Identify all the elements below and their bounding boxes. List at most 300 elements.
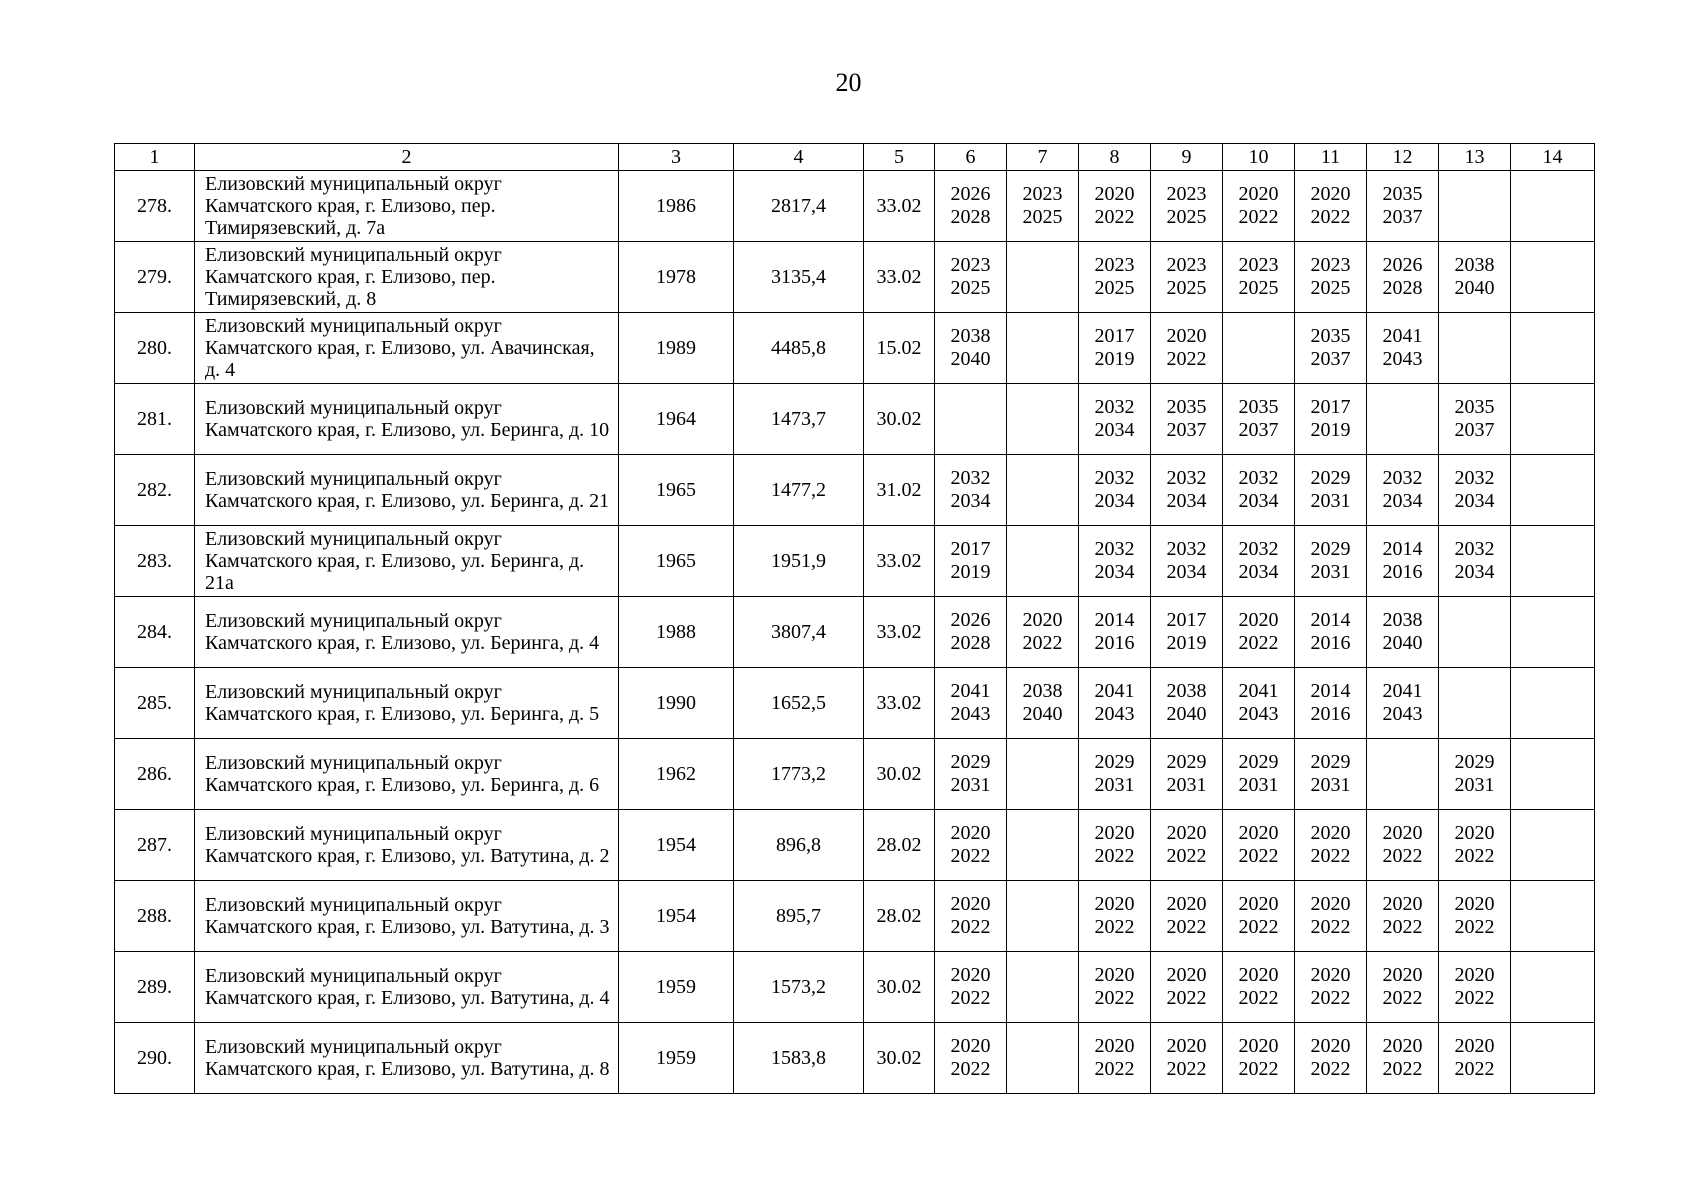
period-cell-col-10 [1223, 952, 1295, 1023]
address-cell: Елизовский муниципальный округ Камчатского края, г. Елизово, ул. Беринга, д. 6 [195, 739, 619, 810]
column-header-2: 2 [195, 144, 619, 171]
period-cell-col-6 [935, 739, 1007, 810]
period-start-year: 2020 [1310, 822, 1351, 844]
period-start-year: 2023 [1310, 254, 1351, 276]
period-end-year: 2019 [950, 561, 991, 583]
period-cell-col-6 [935, 242, 1007, 313]
period-cell-col-12 [1367, 952, 1439, 1023]
address-cell: Елизовский муниципальный округ Камчатского края, г. Елизово, ул. Ватутина, д. 8 [195, 1023, 619, 1094]
period-start-year: 2020 [1166, 1035, 1207, 1057]
code-cell: 31.02 [864, 455, 935, 526]
period-end-year: 2034 [1238, 561, 1279, 583]
period-start-year: 2029 [1094, 751, 1135, 773]
period-start-year: 2020 [1382, 893, 1423, 915]
period-end-year: 2022 [1310, 1058, 1351, 1080]
period-cell-col-9 [1151, 668, 1223, 739]
period-cell-col-10 [1223, 171, 1295, 242]
code-cell: 30.02 [864, 1023, 935, 1094]
period-cell-col-8 [1079, 881, 1151, 952]
code-cell: 15.02 [864, 313, 935, 384]
period-start-year: 2020 [1094, 964, 1135, 986]
row-number-cell: 279. [115, 242, 195, 313]
area-cell: 895,7 [734, 881, 864, 952]
period-end-year: 2037 [1382, 206, 1423, 228]
period-cell-col-13 [1439, 526, 1511, 597]
period-start-year: 2020 [1454, 893, 1495, 915]
period-end-year: 2037 [1454, 419, 1495, 441]
period-cell-col-14 [1511, 1023, 1595, 1094]
period-end-year: 2034 [950, 490, 991, 512]
column-number-row [115, 144, 1595, 171]
period-start-year: 2035 [1166, 396, 1207, 418]
period-cell-col-10 [1223, 455, 1295, 526]
period-end-year: 2022 [1166, 987, 1207, 1009]
period-cell-col-11 [1295, 810, 1367, 881]
period-end-year: 2022 [1310, 206, 1351, 228]
period-end-year: 2028 [950, 206, 991, 228]
period-end-year: 2022 [1454, 1058, 1495, 1080]
period-cell-col-7 [1007, 384, 1079, 455]
column-header-5: 5 [864, 144, 935, 171]
period-end-year: 2040 [950, 348, 991, 370]
period-end-year: 2016 [1094, 632, 1135, 654]
period-end-year: 2031 [1454, 774, 1495, 796]
build-year-cell: 1959 [619, 1023, 734, 1094]
period-cell-col-7 [1007, 810, 1079, 881]
address-cell: Елизовский муниципальный округ Камчатского края, г. Елизово, ул. Ватутина, д. 2 [195, 810, 619, 881]
period-end-year: 2025 [1022, 206, 1063, 228]
period-start-year: 2014 [1310, 680, 1351, 702]
period-cell-col-10 [1223, 1023, 1295, 1094]
code-cell: 30.02 [864, 384, 935, 455]
period-start-year: 2032 [1094, 467, 1135, 489]
build-year-cell: 1954 [619, 881, 734, 952]
period-end-year: 2028 [1382, 277, 1423, 299]
period-cell-col-9 [1151, 242, 1223, 313]
period-start-year: 2029 [1310, 751, 1351, 773]
code-cell: 30.02 [864, 739, 935, 810]
address-cell: Елизовский муниципальный округ Камчатского края, г. Елизово, ул. Беринга, д. 10 [195, 384, 619, 455]
period-start-year: 2020 [1310, 893, 1351, 915]
build-year-cell: 1959 [619, 952, 734, 1023]
page-number: 20 [835, 68, 862, 97]
period-cell-col-10 [1223, 881, 1295, 952]
table-row [115, 526, 1595, 597]
column-header-11: 11 [1295, 144, 1367, 171]
period-end-year: 2037 [1166, 419, 1207, 441]
column-header-3: 3 [619, 144, 734, 171]
period-cell-col-12 [1367, 455, 1439, 526]
period-end-year: 2043 [1382, 703, 1423, 725]
period-cell-col-11 [1295, 313, 1367, 384]
period-end-year: 2022 [1238, 206, 1279, 228]
period-cell-col-7 [1007, 313, 1079, 384]
column-header-7: 7 [1007, 144, 1079, 171]
address-cell: Елизовский муниципальный округ Камчатского края, г. Елизово, ул. Авачинская, д. 4 [195, 313, 619, 384]
period-cell-col-7 [1007, 171, 1079, 242]
row-number-cell: 287. [115, 810, 195, 881]
period-start-year: 2032 [1166, 538, 1207, 560]
build-year-cell: 1954 [619, 810, 734, 881]
row-number-cell: 281. [115, 384, 195, 455]
period-start-year: 2026 [1382, 254, 1423, 276]
period-end-year: 2040 [1454, 277, 1495, 299]
period-start-year: 2023 [1022, 183, 1063, 205]
period-end-year: 2022 [1238, 1058, 1279, 1080]
period-cell-col-8 [1079, 455, 1151, 526]
period-cell-col-12 [1367, 384, 1439, 455]
period-start-year: 2032 [1094, 538, 1135, 560]
row-number-cell: 289. [115, 952, 195, 1023]
period-cell-col-14 [1511, 455, 1595, 526]
build-year-cell: 1978 [619, 242, 734, 313]
period-cell-col-13 [1439, 739, 1511, 810]
period-end-year: 2022 [1310, 987, 1351, 1009]
period-cell-col-13 [1439, 881, 1511, 952]
period-start-year: 2041 [1382, 325, 1423, 347]
period-start-year: 2014 [1382, 538, 1423, 560]
table-row [115, 313, 1595, 384]
column-header-14: 14 [1511, 144, 1595, 171]
period-cell-col-12 [1367, 313, 1439, 384]
build-year-cell: 1964 [619, 384, 734, 455]
area-cell: 1477,2 [734, 455, 864, 526]
period-start-year: 2020 [950, 1035, 991, 1057]
period-end-year: 2034 [1454, 490, 1495, 512]
period-start-year: 2032 [1166, 467, 1207, 489]
period-start-year: 2020 [950, 893, 991, 915]
period-end-year: 2031 [1310, 561, 1351, 583]
period-end-year: 2022 [1166, 916, 1207, 938]
period-start-year: 2020 [1238, 893, 1279, 915]
period-cell-col-10 [1223, 739, 1295, 810]
code-cell: 28.02 [864, 881, 935, 952]
build-year-cell: 1989 [619, 313, 734, 384]
period-cell-col-7 [1007, 739, 1079, 810]
period-cell-col-9 [1151, 526, 1223, 597]
period-cell-col-12 [1367, 526, 1439, 597]
period-start-year: 2041 [1238, 680, 1279, 702]
table-row [115, 881, 1595, 952]
period-start-year: 2020 [1238, 183, 1279, 205]
period-end-year: 2043 [1094, 703, 1135, 725]
period-start-year: 2026 [950, 183, 991, 205]
period-start-year: 2020 [1310, 183, 1351, 205]
period-start-year: 2020 [1166, 964, 1207, 986]
period-end-year: 2031 [1166, 774, 1207, 796]
period-cell-col-9 [1151, 952, 1223, 1023]
period-start-year: 2029 [1166, 751, 1207, 773]
period-cell-col-7 [1007, 526, 1079, 597]
period-end-year: 2025 [1094, 277, 1135, 299]
period-start-year: 2020 [1094, 822, 1135, 844]
period-cell-col-9 [1151, 881, 1223, 952]
period-cell-col-12 [1367, 242, 1439, 313]
period-start-year: 2017 [950, 538, 991, 560]
period-start-year: 2014 [1310, 609, 1351, 631]
period-cell-col-10 [1223, 668, 1295, 739]
code-cell: 33.02 [864, 242, 935, 313]
period-end-year: 2022 [1454, 916, 1495, 938]
table-row [115, 739, 1595, 810]
period-end-year: 2019 [1166, 632, 1207, 654]
area-cell: 1583,8 [734, 1023, 864, 1094]
area-cell: 3135,4 [734, 242, 864, 313]
period-start-year: 2020 [1022, 609, 1063, 631]
period-cell-col-6 [935, 171, 1007, 242]
period-cell-col-6 [935, 313, 1007, 384]
column-header-12: 12 [1367, 144, 1439, 171]
code-cell: 33.02 [864, 171, 935, 242]
period-end-year: 2028 [950, 632, 991, 654]
period-cell-col-10 [1223, 810, 1295, 881]
period-cell-col-13 [1439, 313, 1511, 384]
period-cell-col-14 [1511, 526, 1595, 597]
period-end-year: 2025 [950, 277, 991, 299]
period-cell-col-13 [1439, 1023, 1511, 1094]
column-header-1: 1 [115, 144, 195, 171]
period-start-year: 2032 [1238, 467, 1279, 489]
period-cell-col-9 [1151, 384, 1223, 455]
period-end-year: 2022 [1094, 987, 1135, 1009]
period-cell-col-13 [1439, 171, 1511, 242]
period-end-year: 2040 [1166, 703, 1207, 725]
address-cell: Елизовский муниципальный округ Камчатского края, г. Елизово, пер. Тимирязевский, д. 8 [195, 242, 619, 313]
period-start-year: 2032 [1454, 538, 1495, 560]
period-end-year: 2031 [950, 774, 991, 796]
period-end-year: 2022 [1094, 1058, 1135, 1080]
period-start-year: 2017 [1310, 396, 1351, 418]
period-end-year: 2034 [1094, 561, 1135, 583]
column-header-13: 13 [1439, 144, 1511, 171]
period-start-year: 2017 [1166, 609, 1207, 631]
period-cell-col-11 [1295, 952, 1367, 1023]
period-cell-col-12 [1367, 739, 1439, 810]
period-cell-col-6 [935, 668, 1007, 739]
period-end-year: 2022 [1454, 845, 1495, 867]
period-cell-col-8 [1079, 242, 1151, 313]
build-year-cell: 1965 [619, 455, 734, 526]
period-start-year: 2020 [1382, 964, 1423, 986]
period-cell-col-14 [1511, 810, 1595, 881]
period-cell-col-7 [1007, 242, 1079, 313]
row-number-cell: 286. [115, 739, 195, 810]
period-cell-col-14 [1511, 171, 1595, 242]
period-cell-col-9 [1151, 739, 1223, 810]
period-end-year: 2043 [1238, 703, 1279, 725]
table-row [115, 1023, 1595, 1094]
period-end-year: 2022 [950, 916, 991, 938]
period-start-year: 2038 [1382, 609, 1423, 631]
address-cell: Елизовский муниципальный округ Камчатского края, г. Елизово, ул. Беринга, д. 21 [195, 455, 619, 526]
period-end-year: 2022 [1382, 845, 1423, 867]
period-start-year: 2035 [1238, 396, 1279, 418]
period-end-year: 2034 [1166, 561, 1207, 583]
period-end-year: 2031 [1238, 774, 1279, 796]
column-header-8: 8 [1079, 144, 1151, 171]
period-cell-col-8 [1079, 952, 1151, 1023]
period-cell-col-13 [1439, 455, 1511, 526]
period-start-year: 2032 [1454, 467, 1495, 489]
period-cell-col-12 [1367, 171, 1439, 242]
period-cell-col-14 [1511, 313, 1595, 384]
period-start-year: 2020 [1238, 1035, 1279, 1057]
period-start-year: 2020 [950, 964, 991, 986]
period-start-year: 2020 [1238, 609, 1279, 631]
row-number-cell: 290. [115, 1023, 195, 1094]
row-number-cell: 278. [115, 171, 195, 242]
period-start-year: 2026 [950, 609, 991, 631]
period-cell-col-11 [1295, 739, 1367, 810]
period-end-year: 2022 [950, 1058, 991, 1080]
period-start-year: 2020 [1382, 1035, 1423, 1057]
period-cell-col-11 [1295, 242, 1367, 313]
period-cell-col-14 [1511, 597, 1595, 668]
period-start-year: 2020 [1094, 893, 1135, 915]
period-start-year: 2020 [1454, 964, 1495, 986]
build-year-cell: 1986 [619, 171, 734, 242]
period-end-year: 2025 [1238, 277, 1279, 299]
address-cell: Елизовский муниципальный округ Камчатского края, г. Елизово, ул. Ватутина, д. 4 [195, 952, 619, 1023]
repair-schedule-table [114, 143, 1595, 1094]
period-end-year: 2034 [1454, 561, 1495, 583]
period-end-year: 2022 [950, 845, 991, 867]
address-cell: Елизовский муниципальный округ Камчатского края, г. Елизово, ул. Ватутина, д. 3 [195, 881, 619, 952]
period-end-year: 2019 [1094, 348, 1135, 370]
area-cell: 1573,2 [734, 952, 864, 1023]
period-cell-col-13 [1439, 952, 1511, 1023]
period-start-year: 2041 [950, 680, 991, 702]
period-start-year: 2017 [1094, 325, 1135, 347]
period-end-year: 2022 [1166, 845, 1207, 867]
period-cell-col-7 [1007, 455, 1079, 526]
period-start-year: 2029 [1238, 751, 1279, 773]
period-end-year: 2040 [1022, 703, 1063, 725]
period-start-year: 2020 [1238, 964, 1279, 986]
period-end-year: 2034 [1382, 490, 1423, 512]
period-end-year: 2031 [1094, 774, 1135, 796]
period-cell-col-6 [935, 810, 1007, 881]
period-cell-col-8 [1079, 668, 1151, 739]
period-end-year: 2022 [1238, 632, 1279, 654]
period-start-year: 2020 [1382, 822, 1423, 844]
row-number-cell: 284. [115, 597, 195, 668]
period-cell-col-10 [1223, 242, 1295, 313]
period-cell-col-9 [1151, 455, 1223, 526]
period-cell-col-6 [935, 1023, 1007, 1094]
row-number-cell: 283. [115, 526, 195, 597]
period-end-year: 2034 [1094, 490, 1135, 512]
period-cell-col-12 [1367, 1023, 1439, 1094]
period-start-year: 2023 [1166, 254, 1207, 276]
build-year-cell: 1965 [619, 526, 734, 597]
period-cell-col-11 [1295, 881, 1367, 952]
period-start-year: 2035 [1382, 183, 1423, 205]
period-end-year: 2022 [1238, 916, 1279, 938]
period-start-year: 2029 [1454, 751, 1495, 773]
period-start-year: 2041 [1094, 680, 1135, 702]
period-cell-col-11 [1295, 171, 1367, 242]
period-cell-col-13 [1439, 242, 1511, 313]
period-cell-col-8 [1079, 597, 1151, 668]
address-cell: Елизовский муниципальный округ Камчатского края, г. Елизово, ул. Беринга, д. 4 [195, 597, 619, 668]
period-end-year: 2022 [1094, 206, 1135, 228]
column-header-9: 9 [1151, 144, 1223, 171]
area-cell: 1951,9 [734, 526, 864, 597]
period-end-year: 2022 [1166, 1058, 1207, 1080]
period-cell-col-14 [1511, 739, 1595, 810]
period-end-year: 2016 [1382, 561, 1423, 583]
period-start-year: 2029 [1310, 538, 1351, 560]
period-start-year: 2032 [1382, 467, 1423, 489]
column-header-4: 4 [734, 144, 864, 171]
period-start-year: 2038 [1454, 254, 1495, 276]
period-end-year: 2031 [1310, 774, 1351, 796]
code-cell: 28.02 [864, 810, 935, 881]
period-cell-col-11 [1295, 455, 1367, 526]
period-end-year: 2022 [1382, 987, 1423, 1009]
period-end-year: 2022 [1166, 348, 1207, 370]
period-end-year: 2034 [1094, 419, 1135, 441]
period-cell-col-6 [935, 881, 1007, 952]
period-start-year: 2035 [1310, 325, 1351, 347]
period-end-year: 2022 [1238, 987, 1279, 1009]
period-start-year: 2023 [1238, 254, 1279, 276]
period-end-year: 2022 [1454, 987, 1495, 1009]
period-start-year: 2032 [1094, 396, 1135, 418]
table-row [115, 242, 1595, 313]
period-cell-col-14 [1511, 668, 1595, 739]
period-cell-col-7 [1007, 881, 1079, 952]
period-start-year: 2020 [1166, 325, 1207, 347]
period-end-year: 2040 [1382, 632, 1423, 654]
table-row [115, 597, 1595, 668]
period-cell-col-11 [1295, 597, 1367, 668]
area-cell: 3807,4 [734, 597, 864, 668]
period-end-year: 2034 [1238, 490, 1279, 512]
period-start-year: 2035 [1454, 396, 1495, 418]
period-end-year: 2022 [1094, 845, 1135, 867]
period-start-year: 2020 [1454, 822, 1495, 844]
code-cell: 33.02 [864, 668, 935, 739]
period-end-year: 2034 [1166, 490, 1207, 512]
code-cell: 33.02 [864, 597, 935, 668]
area-cell: 896,8 [734, 810, 864, 881]
period-end-year: 2016 [1310, 632, 1351, 654]
period-cell-col-12 [1367, 597, 1439, 668]
period-end-year: 2022 [1238, 845, 1279, 867]
table-row [115, 810, 1595, 881]
period-cell-col-7 [1007, 668, 1079, 739]
period-start-year: 2020 [1310, 1035, 1351, 1057]
period-end-year: 2022 [1382, 1058, 1423, 1080]
period-cell-col-8 [1079, 171, 1151, 242]
period-cell-col-8 [1079, 526, 1151, 597]
period-cell-col-8 [1079, 810, 1151, 881]
period-cell-col-14 [1511, 242, 1595, 313]
period-start-year: 2020 [1454, 1035, 1495, 1057]
period-start-year: 2032 [1238, 538, 1279, 560]
period-end-year: 2043 [950, 703, 991, 725]
area-cell: 2817,4 [734, 171, 864, 242]
period-start-year: 2029 [1310, 467, 1351, 489]
period-cell-col-10 [1223, 526, 1295, 597]
period-cell-col-13 [1439, 597, 1511, 668]
period-start-year: 2020 [950, 822, 991, 844]
period-cell-col-6 [935, 597, 1007, 668]
period-end-year: 2022 [1310, 845, 1351, 867]
period-end-year: 2016 [1310, 703, 1351, 725]
